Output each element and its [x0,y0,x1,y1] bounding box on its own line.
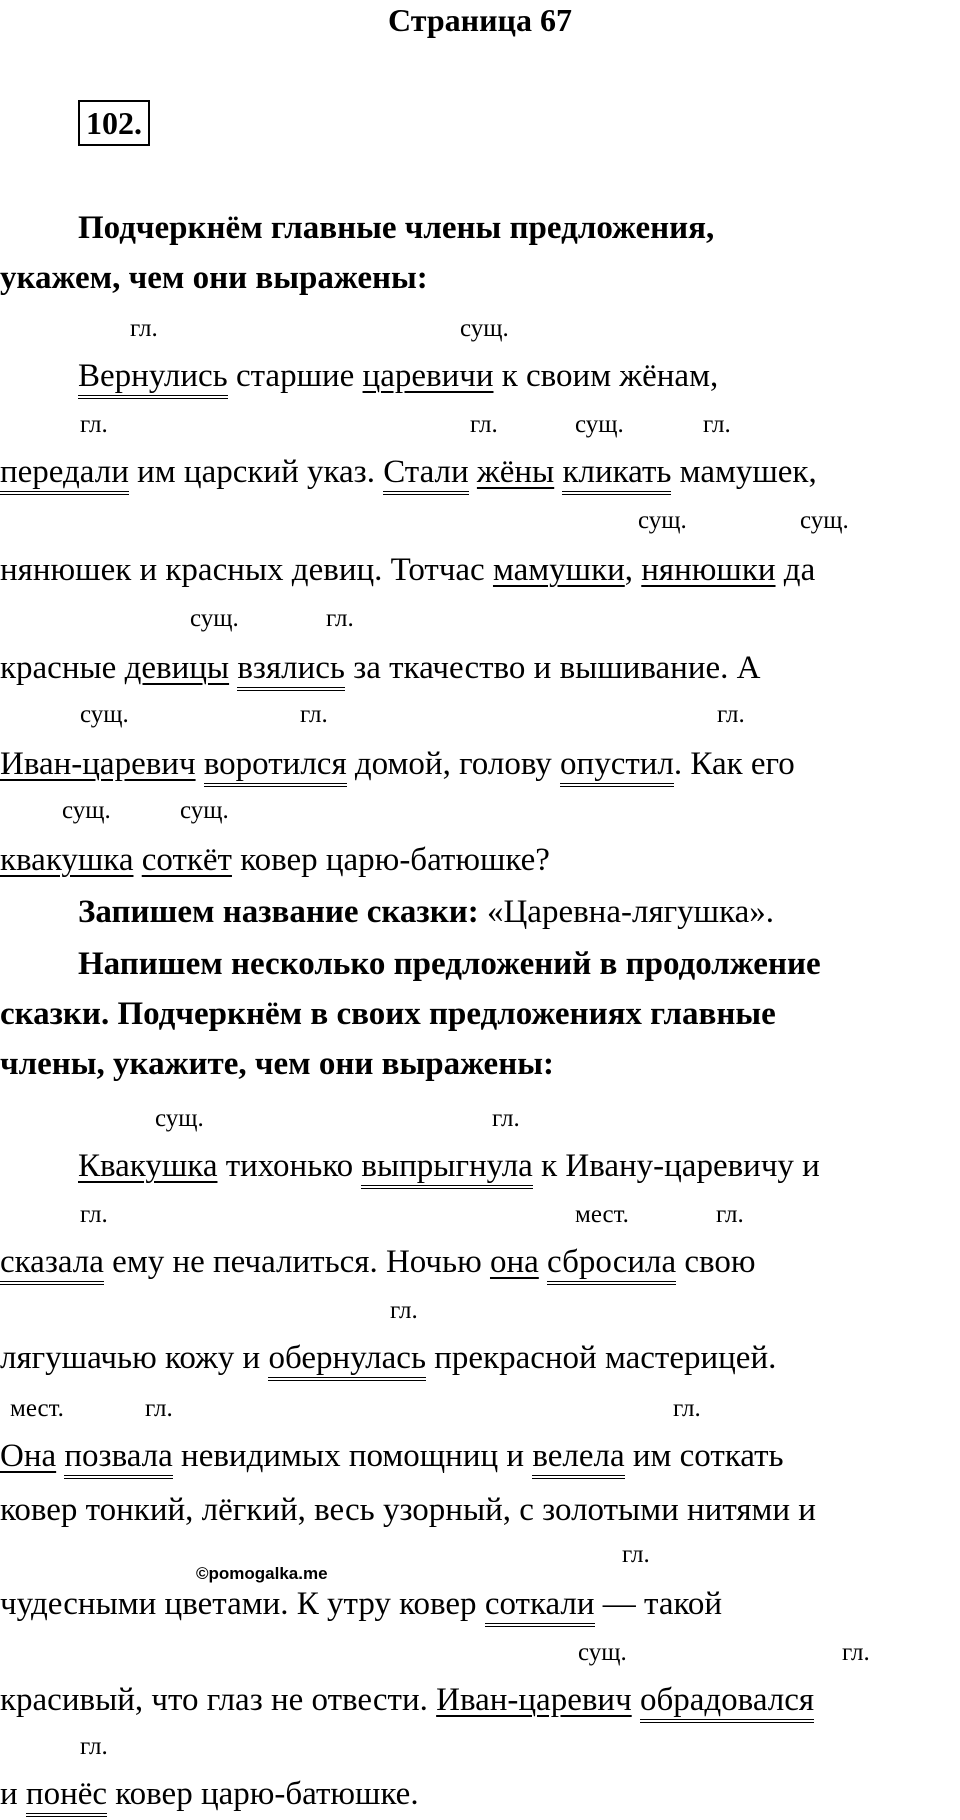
p2-line-3 [0,1338,776,1378]
title-task-label: Запишем название сказки: [78,894,479,930]
predicate: обрадовался [640,1682,814,1723]
text [539,1244,547,1280]
mark-verb: гл. [326,605,354,632]
mark-verb: гл. [716,1201,744,1228]
subject: Иван-царевич [0,746,196,782]
p2-line-1 [78,1146,820,1186]
text: им царский указ. [128,454,384,490]
mark-noun: сущ. [638,507,687,534]
text: домой, голову [346,746,561,782]
text [196,746,204,782]
subject: квакушка [0,842,134,878]
mark-noun: сущ. [578,1639,627,1666]
intro-line-1: Подчеркнём главные члены предложения, [78,210,715,246]
subject: Она [0,1438,57,1474]
task3-line-3: члены, укажите, чем они выражены: [0,1046,554,1082]
text: — такой [594,1586,723,1622]
text [469,454,477,490]
text: да [775,552,816,588]
predicate: позвала [64,1438,172,1479]
mark-verb: гл. [717,701,745,728]
text: чудесными цветами. К утру ковер [0,1586,485,1622]
watermark: ©pomogalka.me [196,1564,328,1583]
text: ковер царю-батюшке? [231,842,550,878]
mark-verb: гл. [703,411,731,438]
p1-line-3 [0,550,815,590]
p1-line-5 [0,744,795,784]
subject: соткёт [141,842,232,878]
text: прекрасной мастерицей. [426,1340,777,1376]
text: мамушек, [671,454,817,490]
text: свою [676,1244,756,1280]
fairy-tale-title: «Царевна-лягушка». [478,894,774,930]
mark-pron: мест. [575,1201,629,1228]
predicate: кликать [562,454,671,495]
mark-verb: гл. [80,1733,108,1760]
mark-verb: гл. [390,1297,418,1324]
subject: нянюшки [641,552,776,588]
predicate: передали [0,454,129,495]
predicate: сказала [0,1244,104,1285]
predicate: соткали [485,1586,595,1627]
subject: девицы [124,650,230,686]
mark-verb: гл. [80,411,108,438]
text: тихонько [217,1148,362,1184]
p1-line-1 [78,356,718,396]
mark-noun: сущ. [460,315,509,342]
title-task-line [78,892,774,932]
predicate: обернулась [268,1340,426,1381]
text [133,842,141,878]
p2-line-6 [0,1584,722,1624]
text: . Как его [673,746,795,782]
task-number: 102. [78,100,150,146]
text: невидимых помощниц и [172,1438,533,1474]
mark-verb: гл. [842,1639,870,1666]
text: старшие [227,358,363,394]
p2-line-7 [0,1680,814,1720]
text: , [624,552,642,588]
subject: мамушки [492,552,625,588]
mark-verb: гл. [622,1541,650,1568]
text: и [0,1776,26,1812]
mark-noun: сущ. [190,605,239,632]
subject: жёны [476,454,555,490]
predicate: опустил [560,746,674,787]
mark-noun: сущ. [800,507,849,534]
mark-noun: сущ. [180,797,229,824]
mark-noun: сущ. [80,701,129,728]
predicate: понёс [26,1776,107,1817]
mark-pron: мест. [10,1395,64,1422]
p1-line-2 [0,452,817,492]
subject: она [489,1244,539,1280]
text: ему не печалиться. Ночью [103,1244,490,1280]
text: им соткать [624,1438,784,1474]
p2-line-2 [0,1242,756,1282]
p1-line-4 [0,648,760,688]
p1-line-6 [0,840,550,880]
text [632,1682,640,1718]
text: красные [0,650,125,686]
predicate: сбросила [547,1244,676,1285]
mark-verb: гл. [492,1105,520,1132]
text: лягушачью кожу и [0,1340,269,1376]
predicate: Вернулись [78,358,228,399]
subject: Иван-царевич [436,1682,632,1718]
mark-verb: гл. [300,701,328,728]
predicate: велела [532,1438,624,1479]
mark-verb: гл. [80,1201,108,1228]
text: за ткачество и вышивание. А [344,650,761,686]
text: к Ивану-царевичу и [532,1148,820,1184]
p2-line-5: ковер тонкий, лёгкий, весь узорный, с золотыми нитями и [0,1492,816,1528]
mark-verb: гл. [145,1395,173,1422]
text: к своим жёнам, [493,358,719,394]
predicate: Стали [383,454,468,495]
text: нянюшек и красных девиц. Тотчас [0,552,493,588]
p2-line-8 [0,1774,419,1814]
mark-noun: сущ. [575,411,624,438]
mark-noun: сущ. [155,1105,204,1132]
mark-noun: сущ. [62,797,111,824]
mark-verb: гл. [130,315,158,342]
text: красивый, что глаз не отвести. [0,1682,437,1718]
intro-line-2: укажем, чем они выражены: [0,260,428,296]
predicate: взялись [237,650,345,691]
subject: Квакушка [78,1148,218,1184]
predicate: выпрыгнула [361,1148,532,1189]
mark-verb: гл. [470,411,498,438]
predicate: воротился [204,746,347,787]
text: ковер царю-батюшке. [107,1776,419,1812]
page-title: Страница 67 [388,2,572,38]
mark-verb: гл. [673,1395,701,1422]
subject: царевичи [362,358,494,394]
task3-line-1: Напишем несколько предложений в продолжение [78,946,821,982]
p2-line-4 [0,1436,784,1476]
task3-line-2: сказки. Подчеркнём в своих предложениях главные [0,996,776,1032]
